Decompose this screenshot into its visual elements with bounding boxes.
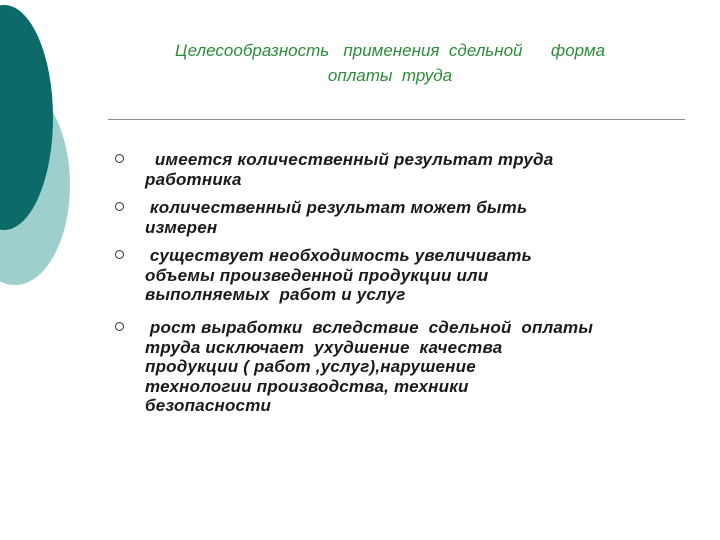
bullet-item xyxy=(115,150,685,198)
bullet-text-line: безопасности xyxy=(145,396,272,415)
bullet-text-line: технологии производства, техники xyxy=(145,376,469,396)
slide-title-line-2: оплаты труда xyxy=(327,66,453,85)
bullet-text-line: имеется количественный результат труда xyxy=(145,150,554,169)
bullet-text-line: выполняемых работ и услуг xyxy=(145,285,406,304)
bullet-text-line: рост выработки вследствие сдельной оплаты xyxy=(145,318,594,337)
slide-title-line-1: Целесообразность применения сдельной форма xyxy=(174,41,606,60)
bullet-item xyxy=(115,246,685,318)
bullet-list xyxy=(115,150,685,416)
circle-bullet-icon xyxy=(115,154,124,163)
bullet-text-line: измерен xyxy=(145,217,218,237)
bullet-text-line: объемы произведенной продукции или xyxy=(145,265,489,285)
bullet-item xyxy=(115,318,685,416)
title-divider xyxy=(108,119,685,120)
bullet-text-line: существует необходимость увеличивать xyxy=(145,246,532,265)
slide-title xyxy=(110,38,670,88)
circle-bullet-icon xyxy=(115,202,124,211)
bullet-text-line: работника xyxy=(145,169,242,189)
bullet-text-line: количественный результат может быть xyxy=(145,198,528,217)
circle-bullet-icon xyxy=(115,250,124,259)
bullet-text-line: продукции ( работ ,услуг),нарушение xyxy=(145,357,476,376)
circle-bullet-icon xyxy=(115,322,124,331)
bullet-text-line: труда исключает ухудшение качества xyxy=(145,337,503,357)
bullet-item xyxy=(115,198,685,246)
